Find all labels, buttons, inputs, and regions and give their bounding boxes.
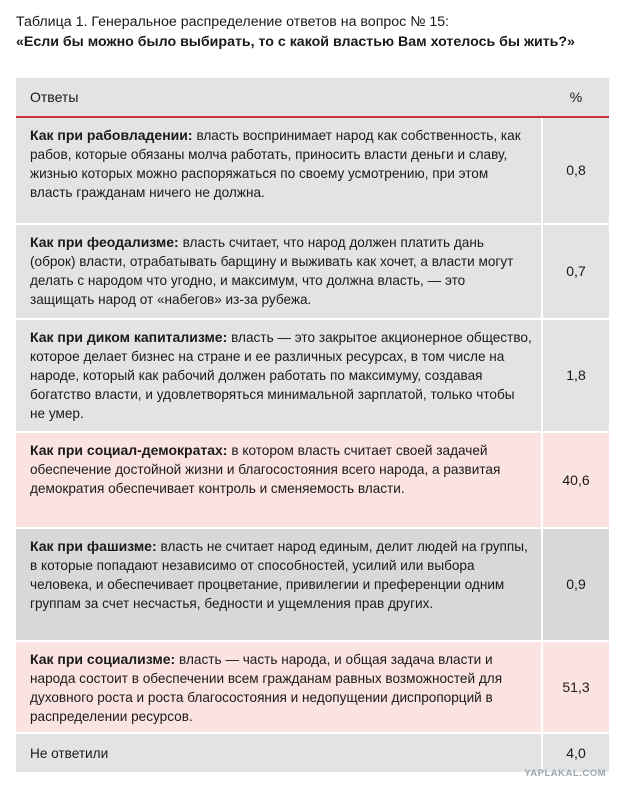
table-header — [16, 78, 609, 118]
table-row — [16, 642, 609, 734]
answer-text: власть воспринимает народ как собственность, как рабов, которые обязаны молча работать, приносить власти деньги и славу, жизнью которых можно распоряжаться по своему усмотрению, при этом власть гражданам ничего не должна. — [30, 128, 521, 200]
answer-text: в котором власть считает своей задачей обеспечение достойной жизни и благосостояния всего народа, а развитая демократия обеспечивает контроль и сменяемость власти. — [30, 443, 501, 496]
percent-cell: 0,9 — [566, 576, 586, 592]
percent-cell: 0,7 — [566, 263, 586, 279]
header-percent: % — [569, 89, 583, 105]
percent-cell: 4,0 — [566, 744, 586, 761]
answer-cell — [16, 642, 543, 732]
table-row — [16, 320, 609, 433]
answer-lead: Как при рабовладении: — [30, 127, 197, 143]
percent-cell: 40,6 — [562, 471, 590, 488]
percent-cell: 1,8 — [566, 367, 586, 383]
header-answers: Ответы — [30, 89, 79, 105]
table-row — [16, 433, 609, 529]
answer-cell — [16, 118, 543, 223]
answer-lead: Как при феодализме: — [30, 234, 183, 250]
answer-cell — [16, 529, 543, 640]
table-row — [16, 734, 609, 774]
answer-cell — [16, 734, 543, 772]
answer-lead: Как при социализме: — [30, 651, 180, 667]
results-table — [16, 78, 609, 774]
table-row — [16, 118, 609, 225]
percent-cell: 0,8 — [566, 162, 586, 178]
table-title: Таблица 1. Генеральное распределение ответов на вопрос № 15: — [16, 14, 450, 30]
survey-question: «Если бы можно было выбирать, то с какой властью Вам хотелось бы жить?» — [16, 34, 575, 50]
answer-text: власть — это закрытое акционерное общество, которое делает бизнес на стране и ее различных ресурсах, в том числе на народе, который как рабочий должен работать по максимуму, создавая богатство власти, и удовлетворяться минимальной зарплатой, только чтобы не умер. — [30, 330, 532, 421]
table-row — [16, 225, 609, 320]
answer-text: Не ответили — [30, 745, 109, 761]
table-caption — [16, 12, 612, 52]
answer-text: власть — часть народа, и общая задача власти и народа состоит в обеспечении всем гражданам равных возможностей для духовного роста и роста благосостояния и недопущении диспропорций в распределении ресурсов. — [30, 652, 503, 724]
answer-text: власть считает, что народ должен платить дань (оброк) власти, отрабатывать барщину и выживать как хочет, а власти могут делать с народом что угодно, и максимум, что должна власть, — это защищать народ от «набегов» из-за рубежа. — [30, 235, 514, 307]
answer-cell — [16, 225, 543, 318]
answer-text: власть не считает народ единым, делит людей на группы, в которые попадают независимо от способностей, усилий или выбора человека, и обеспечивает процветание, привилегии и преференции одним группам за счет несчастья, бедности и ущемления прав других. — [30, 539, 528, 611]
answer-lead: Как при социал-демократах: — [30, 442, 232, 458]
answer-cell — [16, 320, 543, 431]
percent-cell: 51,3 — [562, 678, 590, 695]
answer-cell — [16, 433, 543, 527]
watermark: YAPLAKAL.COM — [524, 768, 606, 779]
answer-lead: Как при фашизме: — [30, 538, 161, 554]
answer-lead: Как при диком капитализме: — [30, 329, 232, 345]
table-row — [16, 529, 609, 642]
